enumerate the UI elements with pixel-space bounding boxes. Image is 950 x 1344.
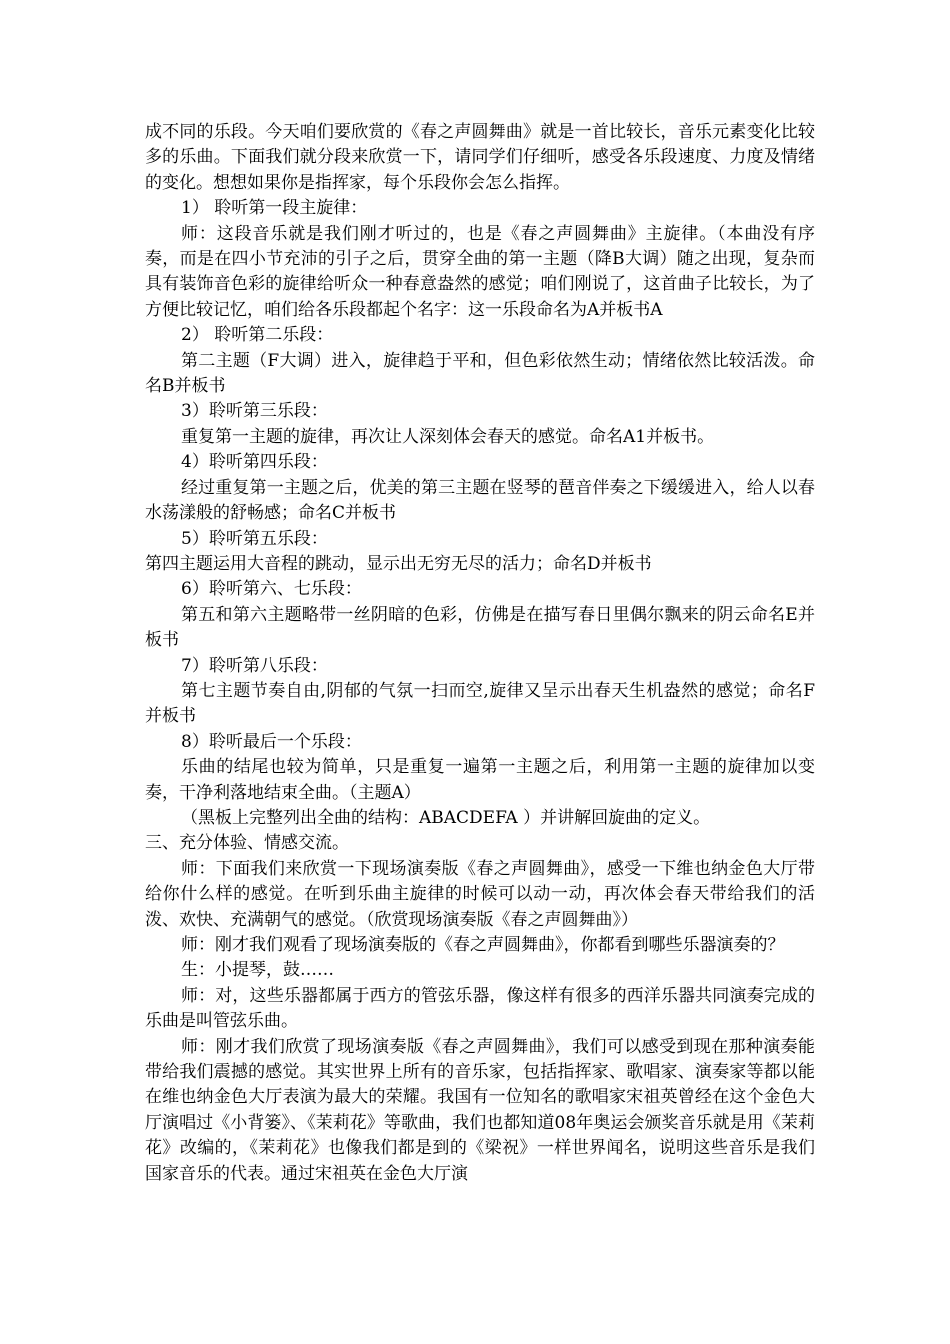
paragraph: 师：刚才我们欣赏了现场演奏版《春之声圆舞曲》，我们可以感受到现在那种演奏能带给我们震撼的感觉。其实世界上所有的音乐家，包括指挥家、歌唱家、演奏家等都以能在维也纳金色大厅表演为最大的荣耀。我国有一位知名的歌唱家宋祖英曾经在这个金色大厅演唱过《小背篓》、《茉莉花》等歌曲，我们也都知道08年奥运会颁奖音乐就是用《茉莉花》改编的，《茉莉花》也像我们都是到的《梁祝》一样世界闻名，说明这些音乐是我们国家音乐的代表。通过宋祖英在金色大厅演 xyxy=(145,1036,815,1184)
paragraph: 第七主题节奏自由,阴郁的气氛一扫而空,旋律又呈示出春天生机盎然的感觉；命名F并板书 xyxy=(145,680,815,727)
section-heading: 3）聆听第三乐段： xyxy=(181,401,328,422)
paragraph: 成不同的乐段。今天咱们要欣赏的《春之声圆舞曲》就是一首比较长，音乐元素变化比较多的乐曲。下面我们就分段来欣赏一下，请同学们仔细听，感受各乐段速度、力度及情绪的变化。想想如果你是指挥家，每个乐段你会怎么指挥。 xyxy=(145,122,815,193)
paragraph: 第二主题（F大调）进入，旋律趋于平和，但色彩依然生动；情绪依然比较活泼。命名B并板书 xyxy=(145,350,815,397)
paragraph: 师：这段音乐就是我们刚才听过的，也是《春之声圆舞曲》主旋律。（本曲没有序奏，而是在四小节充沛的引子之后，贯穿全曲的第一主题（降B大调）随之出现，复杂而具有装饰音色彩的旋律给听众一种春意盎然的感觉；咱们刚说了，这首曲子比较长，为了方便比较记忆，咱们给各乐段都起个名字：这一乐段命名为A并板书A xyxy=(145,223,815,320)
section-heading: 4）聆听第四乐段： xyxy=(181,452,328,473)
section-heading: 7）聆听第八乐段： xyxy=(181,655,328,676)
section-heading: 1） 聆听第一段主旋律： xyxy=(181,198,368,219)
paragraph: 师：对，这些乐器都属于西方的管弦乐器，像这样有很多的西洋乐器共同演奏完成的乐曲是叫管弦乐曲。 xyxy=(145,985,815,1032)
section-heading: 8）聆听最后一个乐段： xyxy=(181,731,362,752)
paragraph: 乐曲的结尾也较为简单，只是重复一遍第一主题之后，利用第一主题的旋律加以变奏，干净利落地结束全曲。（主题A） xyxy=(145,757,815,803)
paragraph: 第四主题运用大音程的跳动，显示出无穷无尽的活力；命名D并板书 xyxy=(145,553,652,574)
paragraph: 师：下面我们来欣赏一下现场演奏版《春之声圆舞曲》，感受一下维也纳金色大厅带给你什么样的感觉。在听到乐曲主旋律的时候可以动一动，再次体会春天带给我们的活泼、欢快、充满朝气的感觉。（欣赏现场演奏版《春之声圆舞曲》） xyxy=(145,858,815,930)
section-heading: 5）聆听第五乐段： xyxy=(181,528,328,549)
paragraph: 第五和第六主题略带一丝阴暗的色彩，仿佛是在描写春日里偶尔飘来的阴云命名E并板书 xyxy=(145,604,815,651)
paragraph: 重复第一主题的旋律，再次让人深刻体会春天的感觉。命名A1并板书。 xyxy=(181,426,715,447)
paragraph: 师：刚才我们观看了现场演奏版的《春之声圆舞曲》，你都看到哪些乐器演奏的？ xyxy=(181,935,785,955)
section-heading: 6）聆听第六、七乐段： xyxy=(181,579,362,600)
section-heading: 三、充分体验、情感交流。 xyxy=(145,833,349,854)
paragraph: （黑板上完整列出全曲的结构：ABACDEFA ）并讲解回旋曲的定义。 xyxy=(181,807,711,828)
paragraph: 经过重复第一主题之后，优美的第三主题在竖琴的琶音伴奏之下缓缓进入，给人以春水荡漾般的舒畅感；命名C并板书 xyxy=(145,477,815,524)
document-body xyxy=(145,120,815,1187)
section-heading: 2） 聆听第二乐段： xyxy=(181,325,334,346)
paragraph: 生：小提琴，鼓…… xyxy=(181,960,334,981)
